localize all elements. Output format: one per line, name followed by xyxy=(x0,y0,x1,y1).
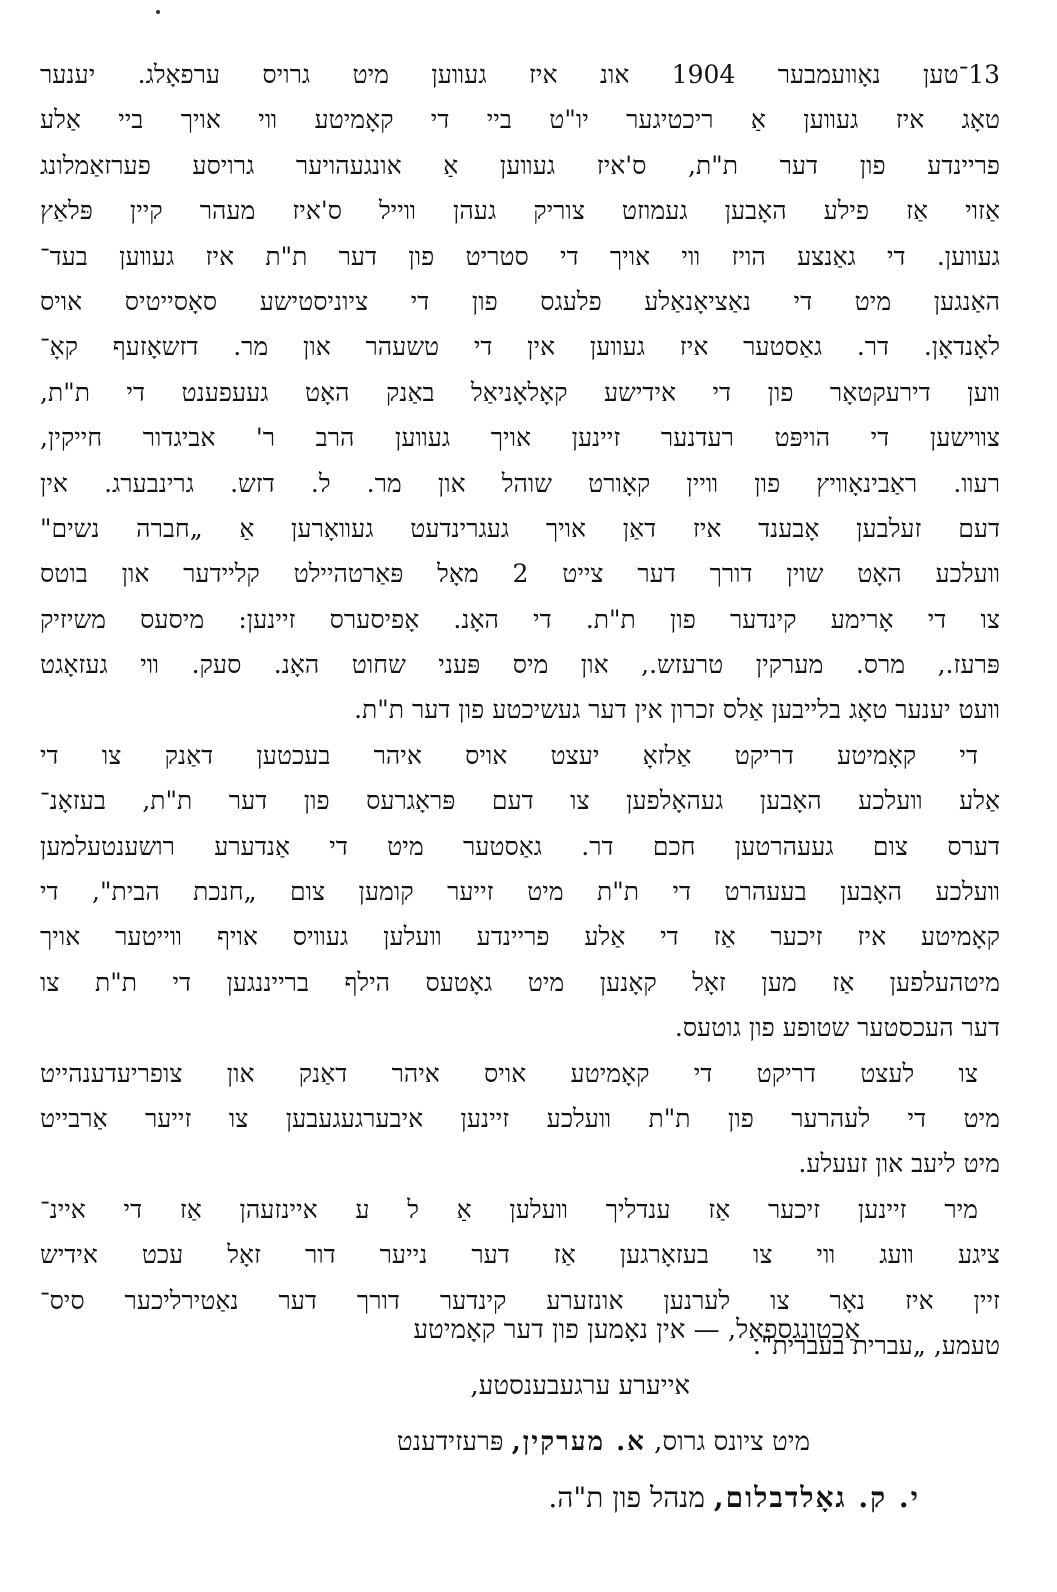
text-line: װעלכע האָט שוין דורך דער צייט 2 מאָל פּאַרטהיילט קליידער און בוטס xyxy=(40,559,1000,589)
text-line: װען דירעקטאָר פון די אידישע קאָלאָניאַל באַנק האָט געעפענט די ת"ת, xyxy=(40,377,1000,407)
text-line: מיר זיינען זיכער אַז ענדליך װעלען אַ ל ע איינזעהן אַז די איינ־ xyxy=(40,1194,978,1224)
text-line: װעט יענער טאָג בלייבען אַלס זכרון אין דער געשיכטע פון דער ת"ת. xyxy=(354,695,1000,725)
closing-line: אַכטונגספאָל, — אין נאָמען פון דער קאָמיטע xyxy=(413,1315,860,1345)
text-line: מיטהעלפען אַז מען זאָל קאָנען מיט גאָטעס הילף ברייננגען די ת"ת צו xyxy=(40,967,1000,997)
text-line: צו די אָרימע קינדער פון ת"ת. די האָנ. אָפיסערס זיינען: מיסעס משיזיק xyxy=(40,604,1000,634)
greeting-text: מיט ציונס גרוס, xyxy=(654,1427,810,1457)
text-line: טעמע, „עברית בעברית". xyxy=(752,1330,1000,1360)
text-line: דעם זעלבען אָבענד איז דאַן אויך געגרינדעט געװאָרען אַ „חברה נשים" xyxy=(40,513,1000,543)
text-line: פריינדע פון דער ת"ת, ס'איז געװען אַ אונגעהויער גרויסע פערזאַמלונג xyxy=(40,150,1000,180)
text-line: האַנגען מיט די נאַציאָנאַלע פלעגס פון די ציוניסטישע סאָסייטיס אויס xyxy=(40,286,1000,316)
paragraph-2 xyxy=(40,733,1000,1051)
president-title: פּרעזידענט xyxy=(396,1427,504,1457)
signature-block xyxy=(80,1302,920,1526)
text-line: דער העכסטער שטופע פון גוטעס. xyxy=(674,1013,1000,1043)
president-name: א. מערקין, xyxy=(511,1427,646,1457)
text-line: ציגע װעג װי צו בעזאָרגען אַז דער נייער דור זאָל עכט אידיש xyxy=(40,1240,1000,1270)
text-line: זיין איז נאָר צו לערנען אונזערע קינדער דורך דער נאַטירליכער סיס־ xyxy=(40,1285,1000,1315)
print-speck xyxy=(156,10,160,14)
text-line: רעװ. ראַבינאָװיץ פון װיין קאָורט שוהל און מר. ל. דזש. גרינבערג. אין xyxy=(40,468,1000,498)
text-line: קאָמיטע איז זיכער אַז די אַלע פריינדע װעלען געװיס אויף װייטער אויך xyxy=(40,922,1000,952)
text-line: צו לעצט דריקט די קאָמיטע אויס איהר דאַנק און צופריעדענהייט xyxy=(40,1058,978,1088)
text-line: אַלע װעלכע האָבען געהאָלפען צו דעם פּראָגרעס פון דער ת"ת, בעזאָנ־ xyxy=(40,786,1000,816)
text-line: מיט די לעהרער פון ת"ת װעלכע זיינען איבערגעגעבען צו זייער אַרבייט xyxy=(40,1103,1000,1133)
text-line: דערס צום געעהרטען חכם דר. גאַסטער מיט די אַנדערע רושענטעלמען xyxy=(40,831,1000,861)
letter-body xyxy=(40,52,1000,1368)
paragraph-3 xyxy=(40,1051,1000,1187)
text-line: געװען. די גאַנצע הויז װי אויך די סטריט פון דער ת"ת איז געװען בעד־ xyxy=(40,241,1000,271)
manager-name: י. ק. גאָלדבלום, xyxy=(713,1481,920,1514)
text-line: צװישען די הויפּט רעדנער זיינען אויך געװען הרב ר' אביגדור חייקין, xyxy=(40,423,1000,453)
text-line: לאָנדאָן. דר. גאַסטער איז געװען אין די טשעהר און מר. דזשאָזעף קאָ־ xyxy=(40,332,1000,362)
text-line: װעלכע האָבען בעעהרט די ת"ת מיט זייער קומען צום „חנכת הבית", די xyxy=(40,877,1000,907)
text-line: אַזוי אַז פילע האָבען געמוזט צוריק געהן װייל ס'איז מעהר קיין פּלאַץ xyxy=(40,196,1000,226)
closing-salutation: אייערע ערגעבענסטע, xyxy=(470,1371,690,1401)
text-line: טאָג איז געװען אַ ריכטיגער יו"ט ביי די קאָמיטע װי אויך ביי אַלע xyxy=(40,105,1000,135)
manager-title: מנהל פון ת"ה. xyxy=(548,1481,705,1514)
paragraph-1 xyxy=(40,52,1000,733)
president-signature xyxy=(80,1414,920,1470)
text-line: פּרעז., מרס. מערקין טרעזש., און מיס פּעני שחוט האָנ. סעק. װי געזאָגט xyxy=(40,650,1000,680)
manager-signature xyxy=(80,1470,920,1526)
text-line: די קאָמיטע דריקט אַלזאָ יעצט אויס איהר בעכטען דאַנק צו די xyxy=(40,740,978,770)
text-line: 13־טען נאָװעמבער 1904 אונ איז געװען מיט גרויס ערפאָלג. יענער xyxy=(40,60,1000,89)
text-line: מיט ליעב און זעעלע. xyxy=(798,1149,1000,1179)
